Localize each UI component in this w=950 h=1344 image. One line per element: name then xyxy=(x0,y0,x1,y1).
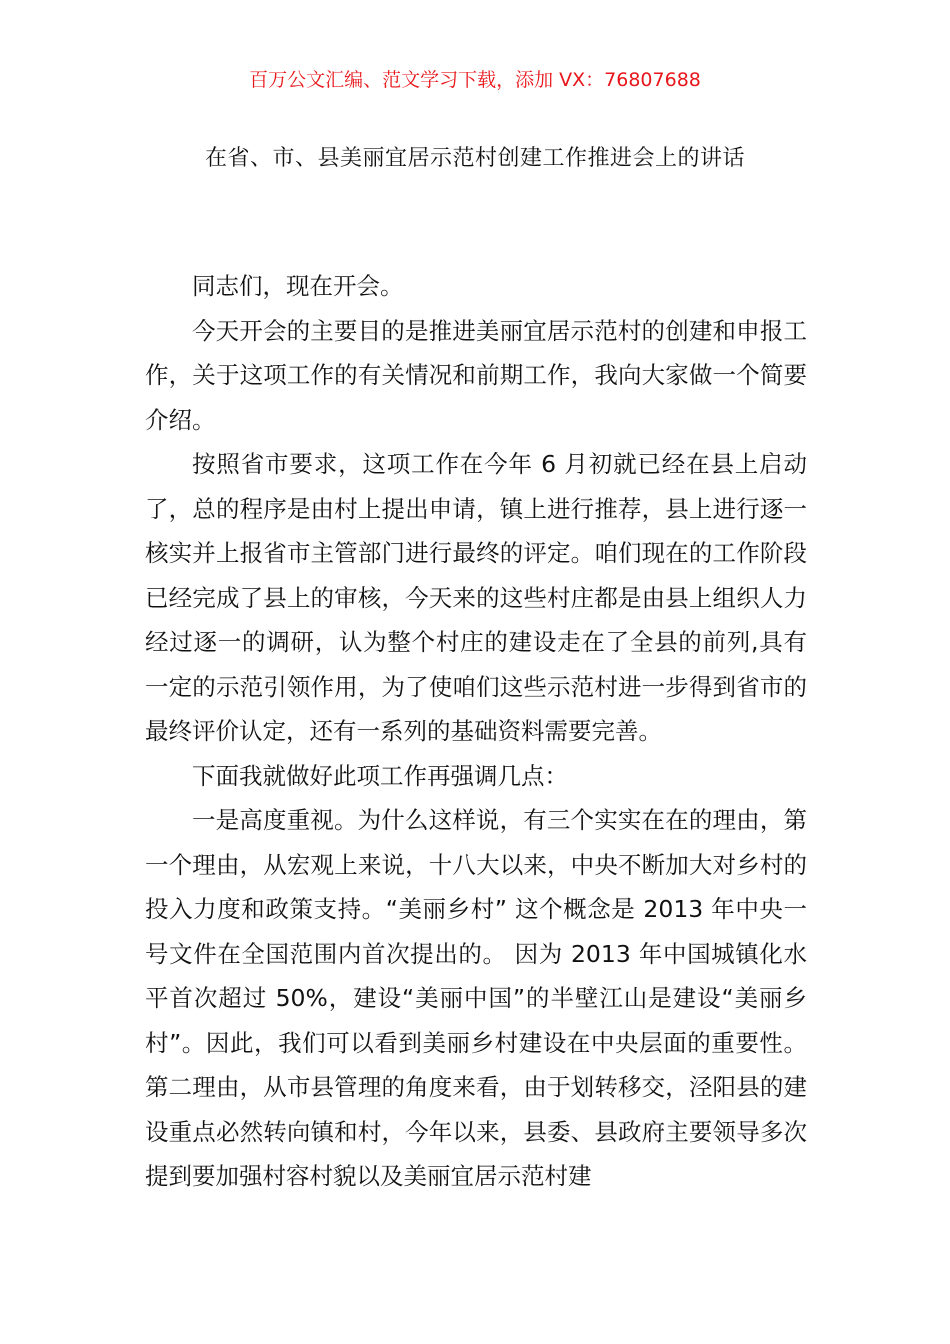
document-body xyxy=(145,264,807,1199)
paragraph: 下面我就做好此项工作再强调几点： xyxy=(192,761,568,790)
paragraph: 按照省市要求，这项工作在今年 6 月初就已经在县上启动了，总的程序是由村上提出申请，镇上进行推荐，县上进行逐一核实并上报省市主管部门进行最终的评定。咱们现在的工作阶段已经完成了县上的审核，今天来的这些村庄都是由县上组织人力经过逐一的调研，认为整个村庄的建设走在了全县的前列,具有一定的示范引领作用，为了使咱们这些示范村进一步得到省市的最终评价认定，还有一系列的基础资料需要完善。 xyxy=(145,450,807,745)
paragraph: 同志们，现在开会。 xyxy=(192,272,404,300)
watermark-header: 百万公文汇编、范文学习下载，添加 VX：76807688 xyxy=(249,69,701,91)
paragraph: 一是高度重视。为什么这样说，有三个实实在在的理由，第一个理由，从宏观上来说，十八大以来，中央不断加大对乡村的投入力度和政策支持。“美丽乡村” 这个概念是 2013 年中央一号文件在全国范围内首次提出的。 因为 2013 年中国城镇化水平首次超过 50%，建设“美丽中国”的半壁江山是建设“美丽乡村”。因此，我们可以看到美丽乡村建设在中央层面的重要性。第二理由，从市县管理的角度来看，由于划转移交，泾阳县的建设重点必然转向镇和村，今年以来，县委、县政府主要领导多次提到要加强村容村貌以及美丽宜居示范村建 xyxy=(145,806,807,1190)
document-title: 在省、市、县美丽宜居示范村创建工作推进会上的讲话 xyxy=(204,146,745,171)
paragraph: 今天开会的主要目的是推进美丽宜居示范村的创建和申报工作，关于这项工作的有关情况和前期工作，我向大家做一个简要介绍。 xyxy=(145,316,807,434)
